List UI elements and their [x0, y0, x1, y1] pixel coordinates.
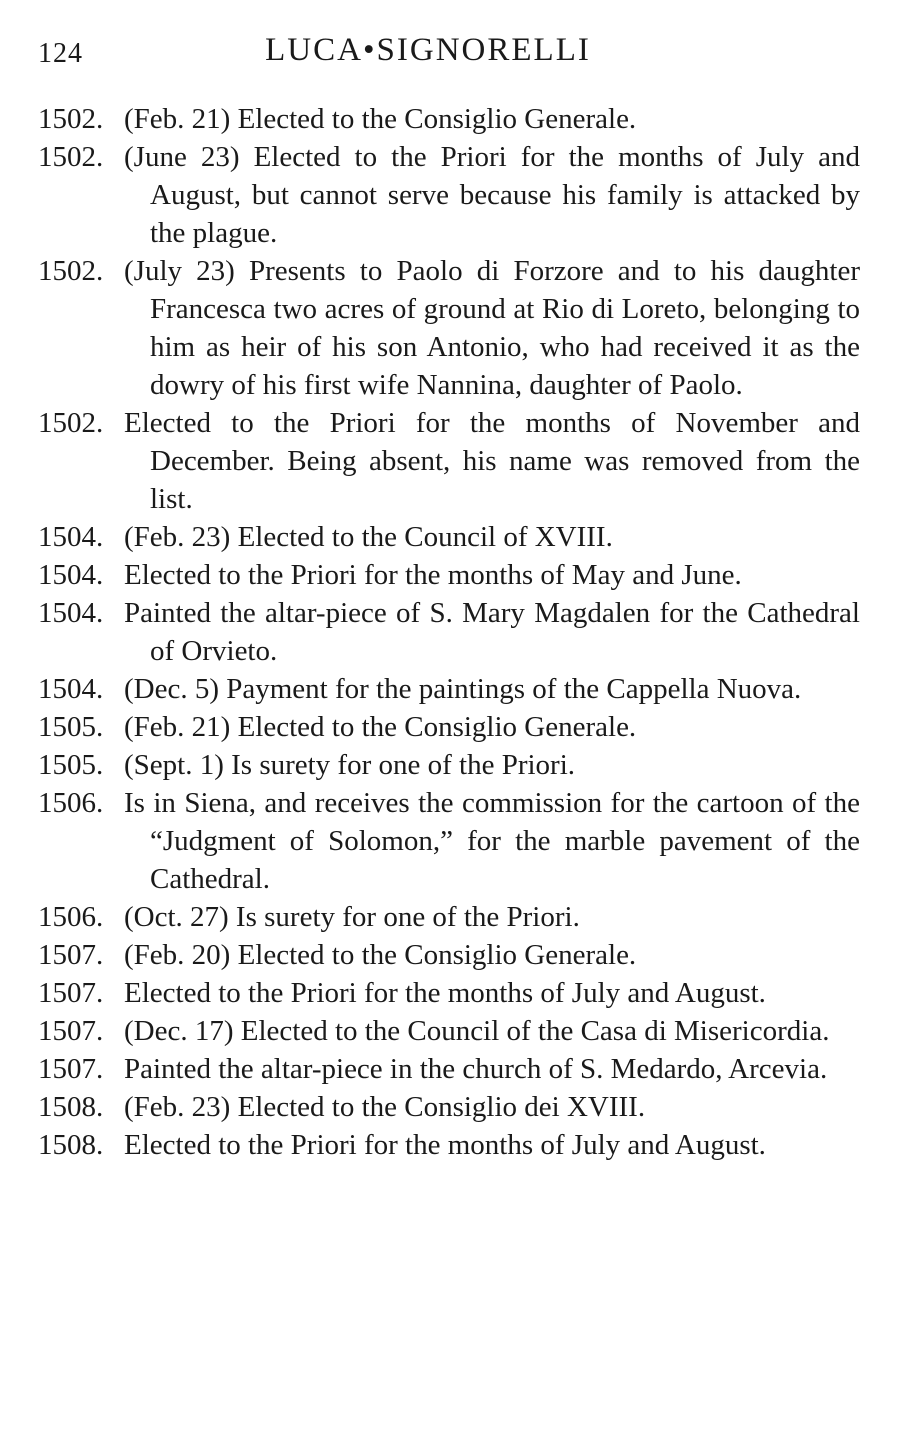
- chronology-list: [38, 100, 860, 1164]
- entry-year: 1508.: [38, 1091, 104, 1123]
- entry-year: 1502.: [38, 255, 104, 287]
- chronology-entry: [38, 556, 860, 594]
- chronology-entry: [38, 708, 860, 746]
- entry-text: (Feb. 20) Elected to the Consiglio Generale.: [124, 939, 637, 971]
- entry-year: 1504.: [38, 559, 104, 591]
- entry-text: (Feb. 21) Elected to the Consiglio Generale.: [124, 711, 637, 743]
- entry-year: 1504.: [38, 597, 104, 629]
- entry-year: 1506.: [38, 901, 104, 933]
- chronology-entry: [38, 138, 860, 252]
- chronology-entry: [38, 404, 860, 518]
- entry-year: 1506.: [38, 787, 104, 819]
- chronology-entry: [38, 670, 860, 708]
- entry-year: 1508.: [38, 1129, 104, 1161]
- chronology-entry: [38, 898, 860, 936]
- entry-year: 1505.: [38, 749, 104, 781]
- entry-year: 1502.: [38, 407, 104, 439]
- entry-year: 1507.: [38, 939, 104, 971]
- entry-year: 1505.: [38, 711, 104, 743]
- chronology-entry: [38, 784, 860, 898]
- entry-text: (June 23) Elected to the Priori for the months of July and August, but cannot serve because his family is attacked by the plague.: [124, 141, 860, 249]
- entry-text: (Feb. 23) Elected to the Consiglio dei XVIII.: [124, 1091, 646, 1123]
- chronology-entry: [38, 252, 860, 404]
- page-number: 124: [38, 38, 83, 69]
- chronology-entry: [38, 936, 860, 974]
- entry-year: 1507.: [38, 1053, 104, 1085]
- chronology-entry: [38, 1088, 860, 1126]
- chronology-entry: [38, 100, 860, 138]
- entry-text: Painted the altar-piece of S. Mary Magdalen for the Cathedral of Orvieto.: [124, 597, 860, 667]
- chronology-entry: [38, 1012, 860, 1050]
- entry-year: 1504.: [38, 673, 104, 705]
- entry-year: 1504.: [38, 521, 104, 553]
- entry-text: (Feb. 23) Elected to the Council of XVIII.: [124, 521, 613, 553]
- entry-text: Elected to the Priori for the months of May and June.: [124, 559, 742, 591]
- chronology-entry: [38, 594, 860, 670]
- entry-text: Is in Siena, and receives the commission for the cartoon of the “Judgment of Solomon,” for the marble pavement of the Cathedral.: [124, 787, 860, 895]
- entry-year: 1507.: [38, 1015, 104, 1047]
- chronology-entry: [38, 1050, 860, 1088]
- entry-text: Elected to the Priori for the months of July and August.: [124, 1129, 766, 1161]
- running-title: LUCA•SIGNORELLI: [265, 32, 591, 68]
- entry-text: Elected to the Priori for the months of November and December. Being absent, his name was removed from the list.: [124, 407, 860, 515]
- entry-year: 1507.: [38, 977, 104, 1009]
- entry-year: 1502.: [38, 141, 104, 173]
- entry-text: (July 23) Presents to Paolo di Forzore and to his daughter Francesca two acres of ground at Rio di Loreto, belonging to him as heir of his son Antonio, who had received it as the dowry of his first wife Nannina, daughter of Paolo.: [124, 255, 860, 401]
- entry-text: (Oct. 27) Is surety for one of the Priori.: [124, 901, 580, 933]
- chronology-entry: [38, 1126, 860, 1164]
- entry-text: Painted the altar-piece in the church of S. Medardo, Arcevia.: [124, 1053, 828, 1085]
- entry-text: (Feb. 21) Elected to the Consiglio Generale.: [124, 103, 637, 135]
- page-header: [38, 28, 858, 76]
- chronology-entry: [38, 518, 860, 556]
- entry-text: (Dec. 17) Elected to the Council of the Casa di Misericordia.: [124, 1015, 830, 1047]
- entry-text: (Sept. 1) Is surety for one of the Priori.: [124, 749, 576, 781]
- chronology-entry: [38, 974, 860, 1012]
- entry-text: (Dec. 5) Payment for the paintings of the Cappella Nuova.: [124, 673, 802, 705]
- entry-text: Elected to the Priori for the months of July and August.: [124, 977, 766, 1009]
- chronology-entry: [38, 746, 860, 784]
- entry-year: 1502.: [38, 103, 104, 135]
